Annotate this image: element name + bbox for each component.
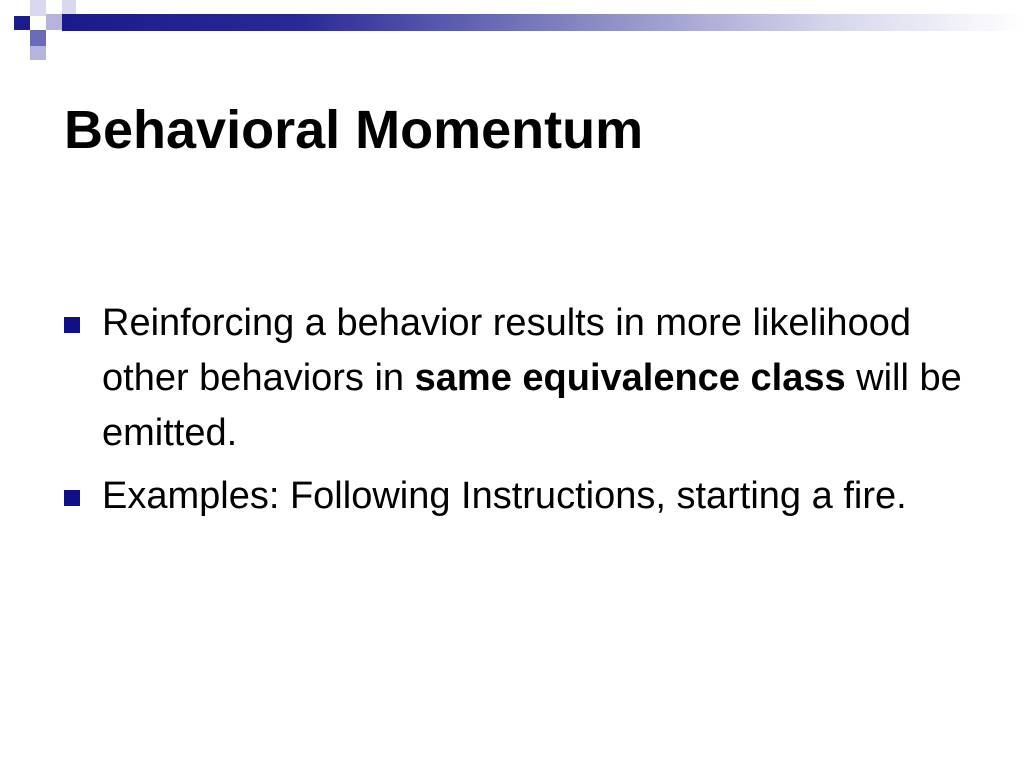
square-bullet-icon bbox=[64, 490, 80, 506]
checker-square-icon bbox=[30, 30, 46, 46]
checker-square-icon bbox=[14, 16, 30, 30]
bullet-text-end: will be emitted. bbox=[102, 357, 962, 454]
checker-square-icon bbox=[46, 14, 62, 30]
square-bullet-icon bbox=[64, 317, 80, 333]
bullet-list bbox=[64, 296, 964, 532]
bullet-bold-text: same equivalence class bbox=[414, 357, 846, 399]
slide-title: Behavioral Momentum bbox=[64, 100, 644, 160]
checker-square-icon bbox=[30, 0, 46, 16]
header-gradient-bar bbox=[62, 14, 1024, 31]
bullet-item bbox=[64, 296, 964, 461]
checker-square-icon bbox=[62, 0, 76, 14]
bullet-text: Examples: Following Instructions, starting a fire. bbox=[102, 475, 907, 517]
bullet-item bbox=[64, 469, 964, 524]
checker-square-icon bbox=[30, 46, 46, 60]
bullet-text: Reinforcing a behavior results in more likelihood other behaviors in bbox=[102, 302, 911, 399]
